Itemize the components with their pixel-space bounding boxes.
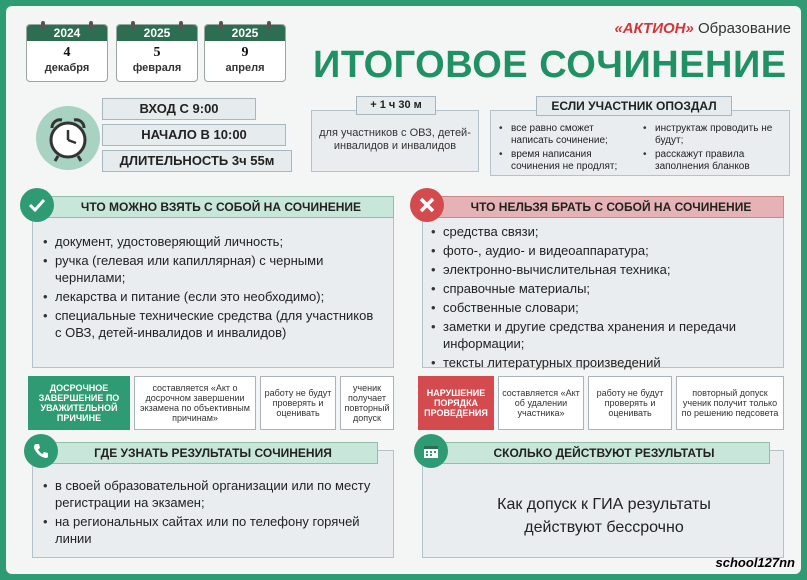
results-valid-panel <box>422 450 784 558</box>
forbidden-item: • справочные материалы; <box>429 280 779 297</box>
forbidden-panel <box>422 206 784 368</box>
phone-icon <box>24 434 58 468</box>
forbidden-item: • тексты литературных произведений <box>429 354 779 371</box>
violation-step: повторный допуск ученик получит только по решению педсовета <box>676 376 784 430</box>
allowed-item: • ручка (гелевая или капиллярная) с черными чернилами; <box>41 252 381 286</box>
late-title: ЕСЛИ УЧАСТНИК ОПОЗДАЛ <box>536 96 732 116</box>
results-where-item: • на региональных сайтах или по телефону горячей линии <box>41 513 381 547</box>
start-time: НАЧАЛО В 10:00 <box>102 124 286 146</box>
cross-icon <box>410 188 444 222</box>
date-month: февраля <box>132 62 182 74</box>
date-year: 2025 <box>205 25 285 41</box>
late-item: • время написания сочинения не продлят; <box>497 149 637 173</box>
late-item: • все равно сможет написать сочинение; <box>497 123 637 147</box>
violation-step: составляется «Акт об удалении участника» <box>498 376 584 430</box>
forbidden-title: ЧТО НЕЛЬЗЯ БРАТЬ С СОБОЙ НА СОЧИНЕНИЕ <box>438 196 784 218</box>
results-where-panel <box>32 450 394 558</box>
results-valid-title: СКОЛЬКО ДЕЙСТВУЮТ РЕЗУЛЬТАТЫ <box>438 442 770 464</box>
allowed-item: • специальные технические средства (для участников с ОВЗ, детей-инвалидов и инвалидов) <box>41 307 381 341</box>
date-month: апреля <box>225 62 265 74</box>
extra-time-panel <box>311 110 479 172</box>
entry-time: ВХОД С 9:00 <box>102 98 256 120</box>
results-valid-text: Как допуск к ГИА результаты действуют бессрочно <box>497 496 711 536</box>
forbidden-item: • заметки и другие средства хранения и передачи информации; <box>429 318 779 352</box>
date-year: 2025 <box>117 25 197 41</box>
violation-step: работу не будут проверять и оценивать <box>588 376 672 430</box>
results-where-title: ГДЕ УЗНАТЬ РЕЗУЛЬТАТЫ СОЧИНЕНИЯ <box>48 442 378 464</box>
forbidden-item: • средства связи; <box>429 223 779 240</box>
allowed-item: • документ, удостоверяющий личность; <box>41 233 381 250</box>
infographic <box>6 6 801 574</box>
early-step: ученик получает повторный допуск <box>340 376 394 430</box>
allowed-title: ЧТО МОЖНО ВЗЯТЬ С СОБОЙ НА СОЧИНЕНИЕ <box>48 196 394 218</box>
calendar-icon <box>414 434 448 468</box>
clock-icon <box>36 106 100 170</box>
duration: ДЛИТЕЛЬНОСТЬ 3ч 55м <box>102 150 292 172</box>
late-item: • расскажут правила заполнения бланков <box>641 149 786 173</box>
date-month: декабря <box>44 62 90 74</box>
date-day: 9 <box>241 45 249 60</box>
brand-mark: «АКТИОН» <box>614 20 694 37</box>
late-panel <box>490 110 790 176</box>
forbidden-item: • электронно-вычислительная техника; <box>429 261 779 278</box>
date-card-3 <box>204 24 286 82</box>
watermark: school127nn <box>715 555 795 570</box>
brand-logo <box>614 20 791 37</box>
date-day: 5 <box>153 45 161 60</box>
extra-time-text: для участников с ОВЗ, детей-инвалидов и инвалидов <box>319 127 471 152</box>
extra-time-badge: + 1 ч 30 м <box>356 96 436 115</box>
page-title: ИТОГОВОЕ СОЧИНЕНИЕ <box>313 44 787 86</box>
date-day: 4 <box>63 45 71 60</box>
forbidden-item: • фото-, аудио- и видеоаппаратура; <box>429 242 779 259</box>
allowed-panel <box>32 206 394 368</box>
allowed-item: • лекарства и питание (если это необходимо); <box>41 288 381 305</box>
early-finish-label: ДОСРОЧНОЕ ЗАВЕРШЕНИЕ ПО УВАЖИТЕЛЬНОЙ ПРИЧИНЕ <box>28 376 130 430</box>
brand-text: Образование <box>698 20 791 37</box>
forbidden-item: • собственные словари; <box>429 299 779 316</box>
check-icon <box>20 188 54 222</box>
early-step: составляется «Акт о досрочном завершении экзамена по объективным причинам» <box>134 376 256 430</box>
violation-label: НАРУШЕНИЕ ПОРЯДКА ПРОВЕДЕНИЯ <box>418 376 494 430</box>
date-year: 2024 <box>27 25 107 41</box>
date-card-1 <box>26 24 108 82</box>
late-item: • инструктаж проводить не будут; <box>641 123 786 147</box>
results-where-item: • в своей образовательной организации или по месту регистрации на экзамен; <box>41 477 381 511</box>
early-step: работу не будут проверять и оценивать <box>260 376 336 430</box>
date-card-2 <box>116 24 198 82</box>
